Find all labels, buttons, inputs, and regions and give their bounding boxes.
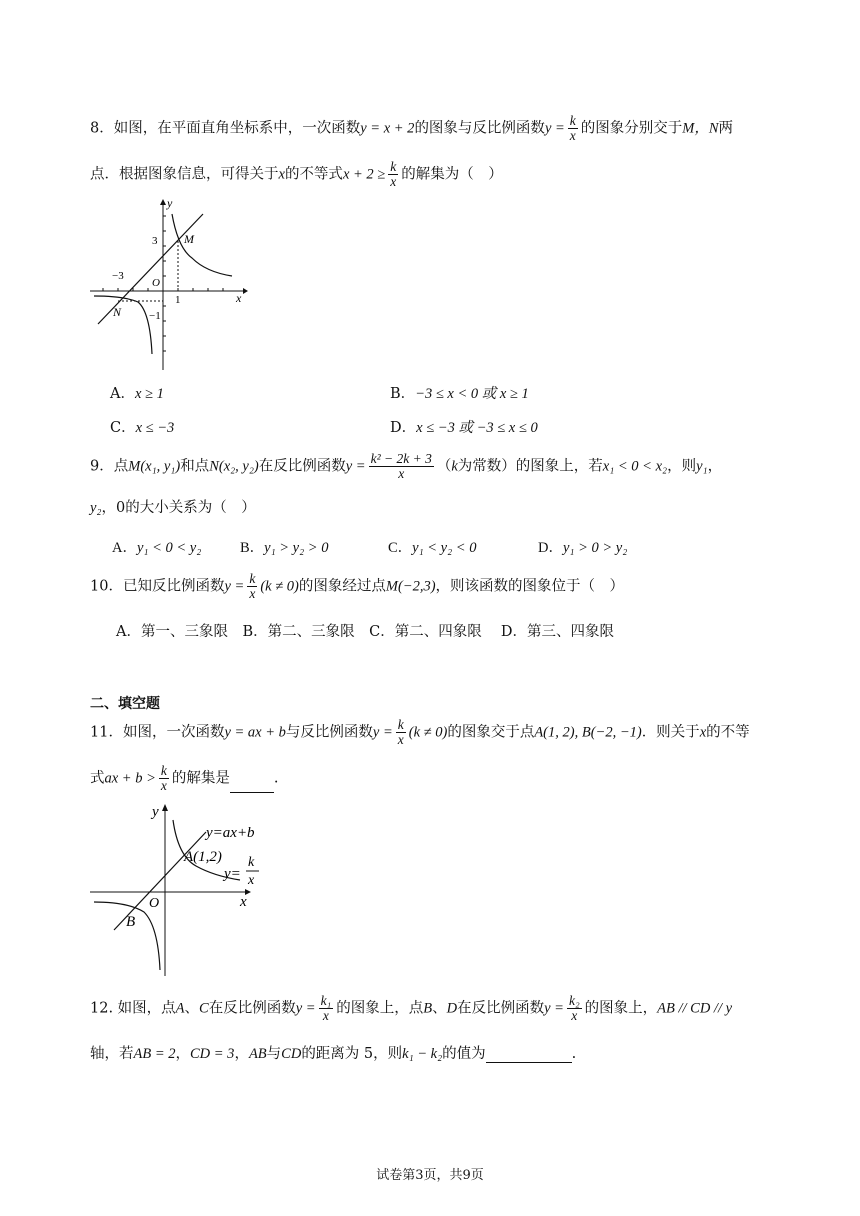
q11-var-x: x xyxy=(699,724,707,741)
q9-lhs: y = xyxy=(345,458,366,475)
q10-frac-den: x xyxy=(249,586,256,602)
q9-option-d-label: D． xyxy=(538,540,563,556)
q11-frac2-num: k xyxy=(160,763,167,778)
q8-option-d[interactable] xyxy=(390,416,538,437)
q9-line1 xyxy=(90,452,722,481)
q9-c: 在反比例函数 xyxy=(258,458,346,475)
q12-c: 在反比例函数 xyxy=(208,1000,296,1017)
q10-line1 xyxy=(90,572,624,601)
q9-option-b-text: y₁ > y₂ > 0 xyxy=(264,540,329,556)
q8-graph xyxy=(88,196,258,372)
q9-point-n: N(x₂, y₂) xyxy=(209,458,259,475)
q8-option-c-label: C． xyxy=(110,420,136,436)
q11-fraction-2 xyxy=(159,764,169,793)
q12-pb: B xyxy=(423,1000,433,1017)
q8-stem-c: 的图象分别交于 xyxy=(580,120,683,137)
q12-b: 、 xyxy=(184,1000,200,1017)
q11-condition: (k ≠ 0) xyxy=(408,724,448,741)
q8-fraction-2 xyxy=(388,160,398,189)
q8-y-label: y xyxy=(167,196,173,210)
q9-y1: y₁ xyxy=(696,458,708,475)
q8-option-a-label: A． xyxy=(110,386,135,402)
q8-stem-b: 的图象与反比例函数 xyxy=(414,120,545,137)
q9-option-a-text: y₁ < 0 < y₂ xyxy=(136,540,202,556)
q9-frac-num: k² − 2k + 3 xyxy=(370,451,432,466)
q11-y-arrow xyxy=(162,804,168,811)
q12-expression: k₁ − k₂ xyxy=(402,1046,443,1062)
q11-line2-b: 的解集是 xyxy=(171,770,230,787)
q9-g: ， xyxy=(707,458,723,475)
q12-e: 、 xyxy=(432,1000,447,1017)
q11-point-b: B xyxy=(126,914,136,930)
q11-c: 的图象交于点 xyxy=(447,724,535,741)
q8-stem-a: 8．如图，在平面直角坐标系中，一次函数 xyxy=(90,120,361,137)
q12-d: 的图象上，点 xyxy=(336,1000,424,1017)
q11-hyperbola-q3 xyxy=(94,902,160,970)
q8-option-d-label: D． xyxy=(390,420,417,436)
q11-graph xyxy=(88,798,273,980)
q8-tick-3: 3 xyxy=(152,235,158,247)
q9-fraction xyxy=(369,452,434,481)
q12-frac1-den: x xyxy=(322,1008,329,1024)
q12-fraction-1 xyxy=(319,994,334,1023)
q9-a: 9．点 xyxy=(90,458,129,475)
q10-point: M(−2,3) xyxy=(385,578,436,595)
q8-line2-a: 点．根据图象信息，可得关于 xyxy=(90,166,279,183)
q10-lhs: y = xyxy=(224,578,245,595)
q9-f: ，则 xyxy=(667,458,697,475)
q9-line2-text: ，0的大小关系为（ ） xyxy=(101,500,256,516)
q11-origin: O xyxy=(149,896,160,911)
q11-frac-num: k xyxy=(397,717,404,732)
q8-option-c[interactable] xyxy=(110,416,174,437)
q8-inequality: x + 2 ≥ xyxy=(342,166,386,183)
q9-option-c-label: C． xyxy=(388,540,413,556)
q10-fraction xyxy=(247,572,257,601)
q9-point-m: M(x₁, y₁) xyxy=(128,458,181,475)
q8-point-n: N xyxy=(113,305,122,319)
q12-frac1-num: k₁ xyxy=(320,993,332,1008)
q8-var-x: x xyxy=(278,166,285,183)
q8-frac2-den: x xyxy=(390,174,397,190)
q12-pd: D xyxy=(446,1000,458,1017)
q10-c: ，则该函数的图象位于（ ） xyxy=(435,578,625,595)
q8-line1 xyxy=(90,114,733,143)
q8-tick-m3: −3 xyxy=(112,270,124,282)
q12-ab-2: AB xyxy=(248,1046,267,1062)
q11-inequality: ax + b > xyxy=(104,770,156,787)
q8-option-b[interactable] xyxy=(390,382,529,403)
q9-option-a-label: A． xyxy=(112,540,137,556)
q12-lhs: y = xyxy=(295,1000,316,1017)
q8-line2-c: 的解集为（ ） xyxy=(401,166,503,183)
q12-line2-d: 与 xyxy=(266,1046,282,1062)
q11-line2-a: 式 xyxy=(90,770,105,787)
q11-d: ．则关于 xyxy=(641,724,700,741)
q10-frac-num: k xyxy=(249,571,256,586)
q8-point-m: M xyxy=(184,232,194,246)
q8-tick-1: 1 xyxy=(175,294,181,306)
q8-frac-num: k xyxy=(569,113,576,128)
q8-frac-den: x xyxy=(569,128,576,144)
q9-option-b[interactable] xyxy=(240,536,328,557)
q11-fraction xyxy=(396,718,406,747)
q10-a: 10．已知反比例函数 xyxy=(90,578,225,595)
q11-curve-x: x xyxy=(248,873,255,888)
q11-x-label: x xyxy=(240,894,247,910)
q12-line2-e: 的距离为 5，则 xyxy=(301,1046,403,1062)
q9-option-d-text: y₁ > 0 > y₂ xyxy=(562,540,628,556)
q8-fraction xyxy=(568,114,578,143)
q11-curve-k: k xyxy=(248,855,255,870)
q11-answer-blank[interactable] xyxy=(230,778,274,793)
q8-option-a-text: x ≥ 1 xyxy=(134,386,164,402)
q9-frac-den: x xyxy=(398,466,405,482)
q9-option-b-label: B． xyxy=(240,540,265,556)
q12-line2-f: 的值为 xyxy=(442,1046,486,1062)
q8-points: M，N xyxy=(682,120,719,137)
q11-points: A(1, 2), B(−2, −1) xyxy=(534,724,642,741)
q11-b: 与反比例函数 xyxy=(285,724,373,741)
q11-line-label: y=ax+b xyxy=(206,825,255,841)
q8-option-b-text: −3 ≤ x < 0 或 x ≥ 1 xyxy=(415,386,529,402)
q9-e: 为常数）的图象上，若 xyxy=(457,458,603,475)
q12-cd-2: CD xyxy=(281,1046,302,1062)
q12-line2-a: 轴，若 xyxy=(90,1046,134,1062)
q12-line2-c: ， xyxy=(234,1046,249,1062)
q9-line2 xyxy=(90,496,256,517)
q12-cd: CD = 3 xyxy=(190,1046,235,1062)
q11-frac2-den: x xyxy=(160,778,167,794)
q12-f: 在反比例函数 xyxy=(457,1000,545,1017)
q9-y2: y₂ xyxy=(90,500,102,516)
q12-ab: AB = 2 xyxy=(133,1046,176,1062)
q9-k: k xyxy=(451,458,458,475)
q12-fraction-2 xyxy=(567,994,582,1023)
q12-frac2-den: x xyxy=(571,1008,578,1024)
section-title: 二、填空题 xyxy=(90,696,160,712)
q8-option-a[interactable] xyxy=(110,382,164,403)
q8-option-d-text: x ≤ −3 或 −3 ≤ x ≤ 0 xyxy=(416,420,538,436)
q12-pa: A xyxy=(175,1000,185,1017)
q10-b: 的图象经过点 xyxy=(298,578,386,595)
q11-line2 xyxy=(90,764,279,793)
page-footer: 试卷第3页，共9页 xyxy=(376,1168,484,1183)
q12-answer-blank[interactable] xyxy=(486,1048,572,1063)
q9-option-c[interactable] xyxy=(388,536,476,557)
q10-condition: (k ≠ 0) xyxy=(260,578,299,595)
q12-line2 xyxy=(90,1042,576,1063)
q11-y-label: y xyxy=(152,804,159,820)
q12-a: 12. 如图，点 xyxy=(90,1000,176,1017)
q9-b: 和点 xyxy=(180,458,210,475)
q11-line1 xyxy=(90,718,750,747)
q12-pc: C xyxy=(199,1000,209,1017)
q12-parallel: AB // CD // y xyxy=(657,1000,733,1017)
q8-x-arrow xyxy=(243,288,248,294)
q8-x-label: x xyxy=(236,291,242,305)
q11-point-a: A(1,2) xyxy=(184,849,222,865)
q8-inverse-lhs: y = xyxy=(544,120,565,137)
q9-d: （ xyxy=(436,458,452,475)
q12-g: 的图象上， xyxy=(584,1000,658,1017)
q12-line2-b: ， xyxy=(175,1046,190,1062)
q8-y-arrow xyxy=(160,199,166,205)
q12-frac2-num: k₂ xyxy=(568,993,580,1008)
q8-stem-e: 两 xyxy=(718,120,734,137)
q11-curve-lhs: y= xyxy=(224,866,241,882)
q8-hyperbola-q1 xyxy=(172,214,232,276)
q11-end: . xyxy=(273,770,279,787)
q8-line2 xyxy=(90,160,503,189)
q12-line1 xyxy=(90,994,732,1023)
q9-option-c-text: y₁ < y₂ < 0 xyxy=(412,540,477,556)
q8-tick-m1: −1 xyxy=(149,310,161,322)
q8-option-b-label: B． xyxy=(390,386,416,402)
q11-frac-den: x xyxy=(397,732,404,748)
q11-linear: y = ax + b xyxy=(224,724,286,741)
q11-lhs: y = xyxy=(372,724,393,741)
q8-linear-fn: y = x + 2 xyxy=(360,120,415,137)
q10-options[interactable]: A．第一、三象限 B．第二、三象限 C．第二、四象限 D．第三、四象限 xyxy=(116,624,614,640)
q9-option-a[interactable] xyxy=(112,536,201,557)
q8-line2-b: 的不等式 xyxy=(284,166,343,183)
q12-lhs-2: y = xyxy=(544,1000,564,1017)
q12-end: . xyxy=(571,1046,577,1062)
q9-condition: x₁ < 0 < x₂ xyxy=(602,458,668,475)
q8-option-c-text: x ≤ −3 xyxy=(135,420,175,436)
q9-option-d[interactable] xyxy=(538,536,627,557)
q8-frac2-num: k xyxy=(390,159,397,174)
q11-a: 11．如图，一次函数 xyxy=(90,724,225,741)
q11-e: 的不等 xyxy=(706,724,750,741)
q8-origin: O xyxy=(152,277,160,289)
q8-hyperbola-q3 xyxy=(94,296,152,354)
